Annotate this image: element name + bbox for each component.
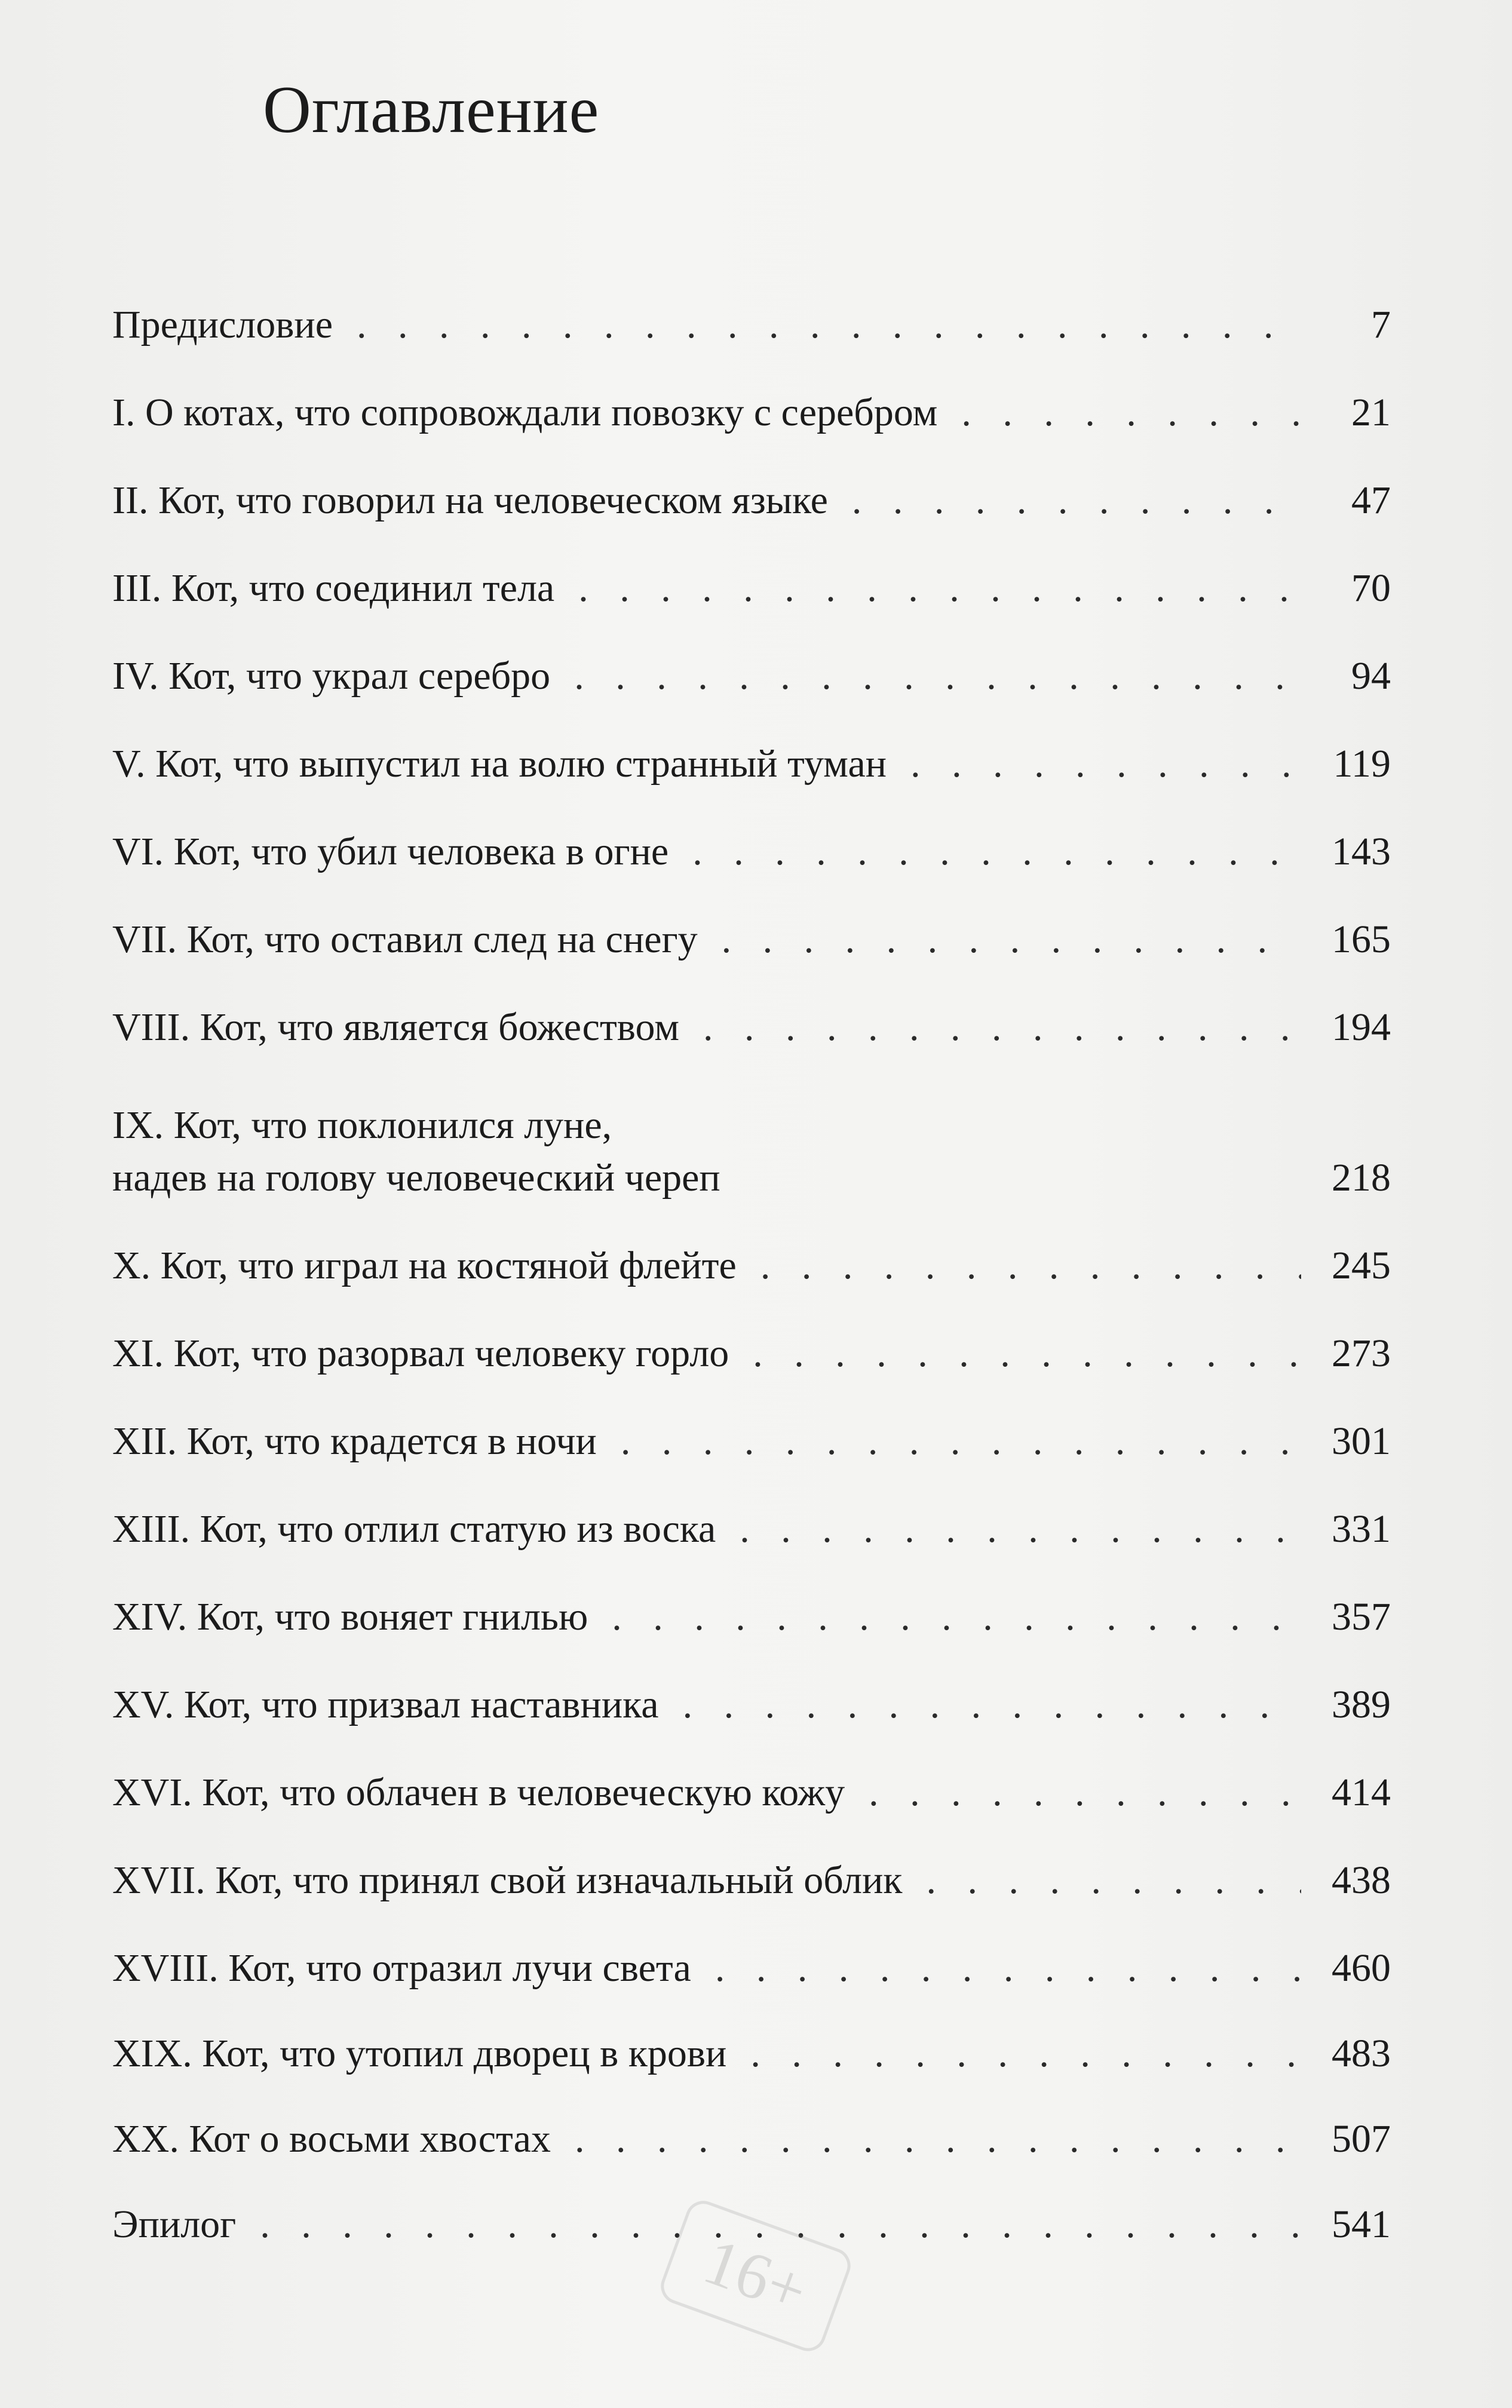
toc-entry-label: I. О котах, что сопровождали повозку с серебром bbox=[112, 391, 938, 434]
toc-entry-chapter-13 bbox=[112, 1506, 1391, 1553]
toc-entry-chapter-14 bbox=[112, 1594, 1391, 1640]
toc-entry-chapter-7 bbox=[112, 916, 1391, 963]
toc-entry-chapter-5 bbox=[112, 741, 1391, 787]
toc-entry-page: 357 bbox=[1332, 1595, 1391, 1639]
toc-entry-chapter-3 bbox=[112, 565, 1391, 612]
toc-entry-chapter-11 bbox=[112, 1330, 1391, 1377]
toc-entry-chapter-15 bbox=[112, 1682, 1391, 1728]
dot-leader bbox=[578, 565, 1301, 612]
toc-entry-label: XI. Кот, что разорвал человеку горло bbox=[112, 1332, 729, 1375]
toc-entry-chapter-2 bbox=[112, 477, 1391, 524]
dot-leader bbox=[692, 829, 1301, 875]
dot-leader bbox=[852, 477, 1301, 524]
toc-entry-preface bbox=[112, 302, 1391, 348]
toc-entry-label: XX. Кот о восьми хвостах bbox=[112, 2117, 551, 2161]
dot-leader bbox=[760, 1243, 1301, 1289]
dot-leader bbox=[722, 916, 1301, 963]
toc-entry-page: 143 bbox=[1332, 830, 1391, 873]
toc-entry-page: 460 bbox=[1332, 1946, 1391, 1990]
toc-entry-label: XIII. Кот, что отлил статую из воска bbox=[112, 1507, 716, 1551]
toc-entry-label: XII. Кот, что крадется в ночи bbox=[112, 1419, 597, 1463]
toc-entry-chapter-1 bbox=[112, 389, 1391, 436]
toc-entry-label-line1: IX. Кот, что поклонился луне, bbox=[112, 1103, 612, 1147]
dot-leader bbox=[715, 1945, 1301, 1992]
toc-entry-page: 119 bbox=[1333, 742, 1391, 786]
toc-entry-label: XVII. Кот, что принял свой изначальный облик bbox=[112, 1858, 903, 1902]
toc-entry-page: 218 bbox=[1332, 1156, 1391, 1200]
toc-entry-chapter-16 bbox=[112, 1769, 1391, 1816]
dot-leader bbox=[683, 1682, 1301, 1728]
toc-entry-label: XVI. Кот, что облачен в человеческую кожу bbox=[112, 1771, 845, 1814]
dot-leader bbox=[575, 2116, 1301, 2162]
toc-entry-page: 301 bbox=[1332, 1419, 1391, 1463]
dot-leader bbox=[961, 389, 1301, 436]
toc-entry-label: VII. Кот, что оставил след на снегу bbox=[112, 918, 698, 961]
toc-entry-chapter-10 bbox=[112, 1243, 1391, 1289]
toc-entry-page: 438 bbox=[1332, 1858, 1391, 1902]
toc-entry-page: 483 bbox=[1332, 2032, 1391, 2075]
toc-entry-label: XVIII. Кот, что отразил лучи света bbox=[112, 1946, 691, 1990]
toc-entry-label: VIII. Кот, что является божеством bbox=[112, 1005, 680, 1049]
toc-entry-page: 331 bbox=[1332, 1507, 1391, 1551]
toc-entry-label: VI. Кот, что убил человека в огне bbox=[112, 830, 669, 873]
toc-entry-label: IV. Кот, что украл серебро bbox=[112, 654, 551, 698]
toc-entry-page: 507 bbox=[1332, 2117, 1391, 2161]
toc-entry-page: 70 bbox=[1351, 566, 1391, 610]
toc-entry-page: 7 bbox=[1371, 303, 1391, 346]
toc-entry-label: Эпилог bbox=[112, 2203, 237, 2246]
dot-leader bbox=[703, 1004, 1301, 1051]
dot-leader bbox=[740, 1506, 1301, 1553]
toc-entry-chapter-19 bbox=[112, 2030, 1391, 2077]
toc-entry-label: XIX. Кот, что утопил дворец в крови bbox=[112, 2032, 727, 2075]
toc-entry-label: X. Кот, что играл на костяной флейте bbox=[112, 1244, 737, 1287]
toc-entry-page: 47 bbox=[1351, 478, 1391, 522]
dot-leader bbox=[753, 1330, 1301, 1377]
toc-entry-page: 165 bbox=[1332, 918, 1391, 961]
toc-entry-chapter-8 bbox=[112, 1004, 1391, 1051]
dot-leader bbox=[869, 1769, 1301, 1816]
toc-entry-chapter-18 bbox=[112, 1945, 1391, 1992]
toc-entry-chapter-4 bbox=[112, 653, 1391, 700]
toc-entry-label-line2: надев на голову человеческий череп bbox=[112, 1156, 720, 1200]
toc-entry-label: Предисловие bbox=[112, 303, 333, 346]
toc-entry-page: 194 bbox=[1332, 1005, 1391, 1049]
toc-entry-page: 245 bbox=[1332, 1244, 1391, 1287]
toc-entry-label: XV. Кот, что призвал наставника bbox=[112, 1683, 659, 1726]
toc-entry-label: XIV. Кот, что воняет гнилью bbox=[112, 1595, 588, 1639]
dot-leader bbox=[612, 1594, 1301, 1640]
toc-entry-page: 94 bbox=[1351, 654, 1391, 698]
toc-entry-page: 389 bbox=[1332, 1683, 1391, 1726]
toc-entry-label: V. Кот, что выпустил на волю странный туман bbox=[112, 742, 887, 786]
dot-leader bbox=[621, 1418, 1301, 1465]
dot-leader bbox=[574, 653, 1301, 700]
toc-entry-chapter-17 bbox=[112, 1857, 1391, 1904]
toc-entry-chapter-12 bbox=[112, 1418, 1391, 1465]
toc-entry-page: 414 bbox=[1332, 1771, 1391, 1814]
toc-entry-page: 21 bbox=[1351, 391, 1391, 434]
dot-leader bbox=[357, 302, 1301, 348]
toc-entry-chapter-6 bbox=[112, 829, 1391, 875]
toc-entry-chapter-9 bbox=[112, 1102, 1391, 1201]
page-title: Оглавление bbox=[263, 73, 600, 147]
dot-leader bbox=[750, 2030, 1301, 2077]
dot-leader bbox=[910, 741, 1301, 787]
toc-entry-chapter-20 bbox=[112, 2116, 1391, 2162]
dot-leader bbox=[926, 1857, 1301, 1904]
age-rating-badge: 16+ bbox=[656, 2196, 855, 2356]
toc-entry-page: 273 bbox=[1332, 1332, 1391, 1375]
toc-entry-page: 541 bbox=[1332, 2203, 1391, 2246]
toc-entry-label: III. Кот, что соединил тела bbox=[112, 566, 555, 610]
toc-entry-label: II. Кот, что говорил на человеческом языке bbox=[112, 478, 828, 522]
